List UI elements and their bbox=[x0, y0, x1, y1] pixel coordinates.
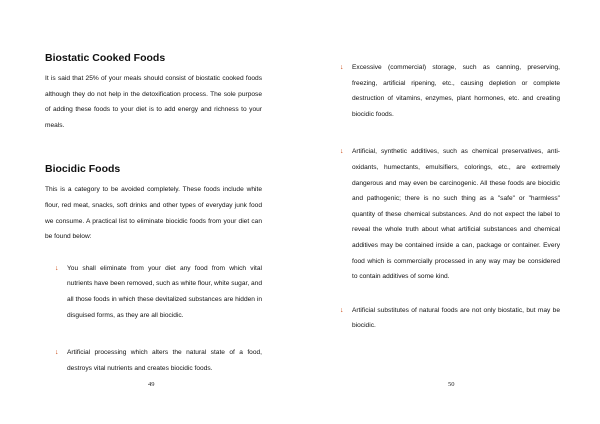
arrow-down-icon: ↓ bbox=[55, 349, 59, 357]
bullet-text: Artificial processing which alters the natural state of a food, destroys vital nutrients and creates biocidic foods. bbox=[67, 349, 262, 372]
list-item bbox=[340, 60, 560, 122]
arrow-down-icon: ↓ bbox=[55, 264, 59, 272]
list-item bbox=[55, 261, 262, 323]
list-item bbox=[340, 144, 560, 284]
list-item bbox=[55, 345, 262, 376]
heading-biocidic-foods: Biocidic Foods bbox=[45, 163, 121, 176]
paragraph-biostatic: It is said that 25% of your meals should consist of biostatic cooked foods although they do not help in the detoxification process. The sole purpose of adding these foods to your diet is to add energy and richness to your meals. bbox=[45, 75, 262, 129]
page-right bbox=[300, 0, 600, 424]
bullet-text: You shall eliminate from your diet any food from which vital nutrients have been removed, such as white flour, white sugar, and all those foods in which these devitalized substances are hidden in disguised forms, as they are all biocidic. bbox=[67, 264, 262, 319]
bullet-text: Excessive (commercial) storage, such as canning, preserving, freezing, artificial ripening, etc., causing depletion or complete destruction of vitamins, enzymes, plant hormones, etc. and creating biocidic foods. bbox=[352, 64, 560, 118]
bullet-text: Artificial substitutes of natural foods are not only biostatic, but may be biocidic. bbox=[352, 306, 560, 330]
heading-biostatic-cooked-foods: Biostatic Cooked Foods bbox=[45, 52, 166, 64]
paragraph-biocidic: This is a category to be avoided completely. These foods include white flour, red meat, snacks, soft drinks and other types of everyday junk food we consume. A practical list to eliminate biocidic foods from your diet can be found below: bbox=[45, 186, 262, 241]
page-number-left: 49 bbox=[148, 381, 155, 388]
arrow-down-icon: ↓ bbox=[340, 306, 344, 314]
arrow-down-icon: ↓ bbox=[340, 148, 344, 156]
bullet-text: Artificial, synthetic additives, such as chemical preservatives, anti-oxidants, humectants, emulsifiers, colorings, etc., are extremely dangerous and may even be carcinogenic. All these foods are biocidic and pathogenic; there is no such thing as a "safe" or "harmless" quantity of these chemical substances. And do not expect the label to reveal the whole truth about what artificial substances and chemical additives may be contained inside a can, package or container. Every food which is commercially processed in any way may be considered to contain additives of some kind. bbox=[352, 148, 560, 281]
arrow-down-icon: ↓ bbox=[340, 64, 344, 71]
page-number-right: 50 bbox=[448, 381, 455, 388]
list-item bbox=[340, 303, 560, 334]
